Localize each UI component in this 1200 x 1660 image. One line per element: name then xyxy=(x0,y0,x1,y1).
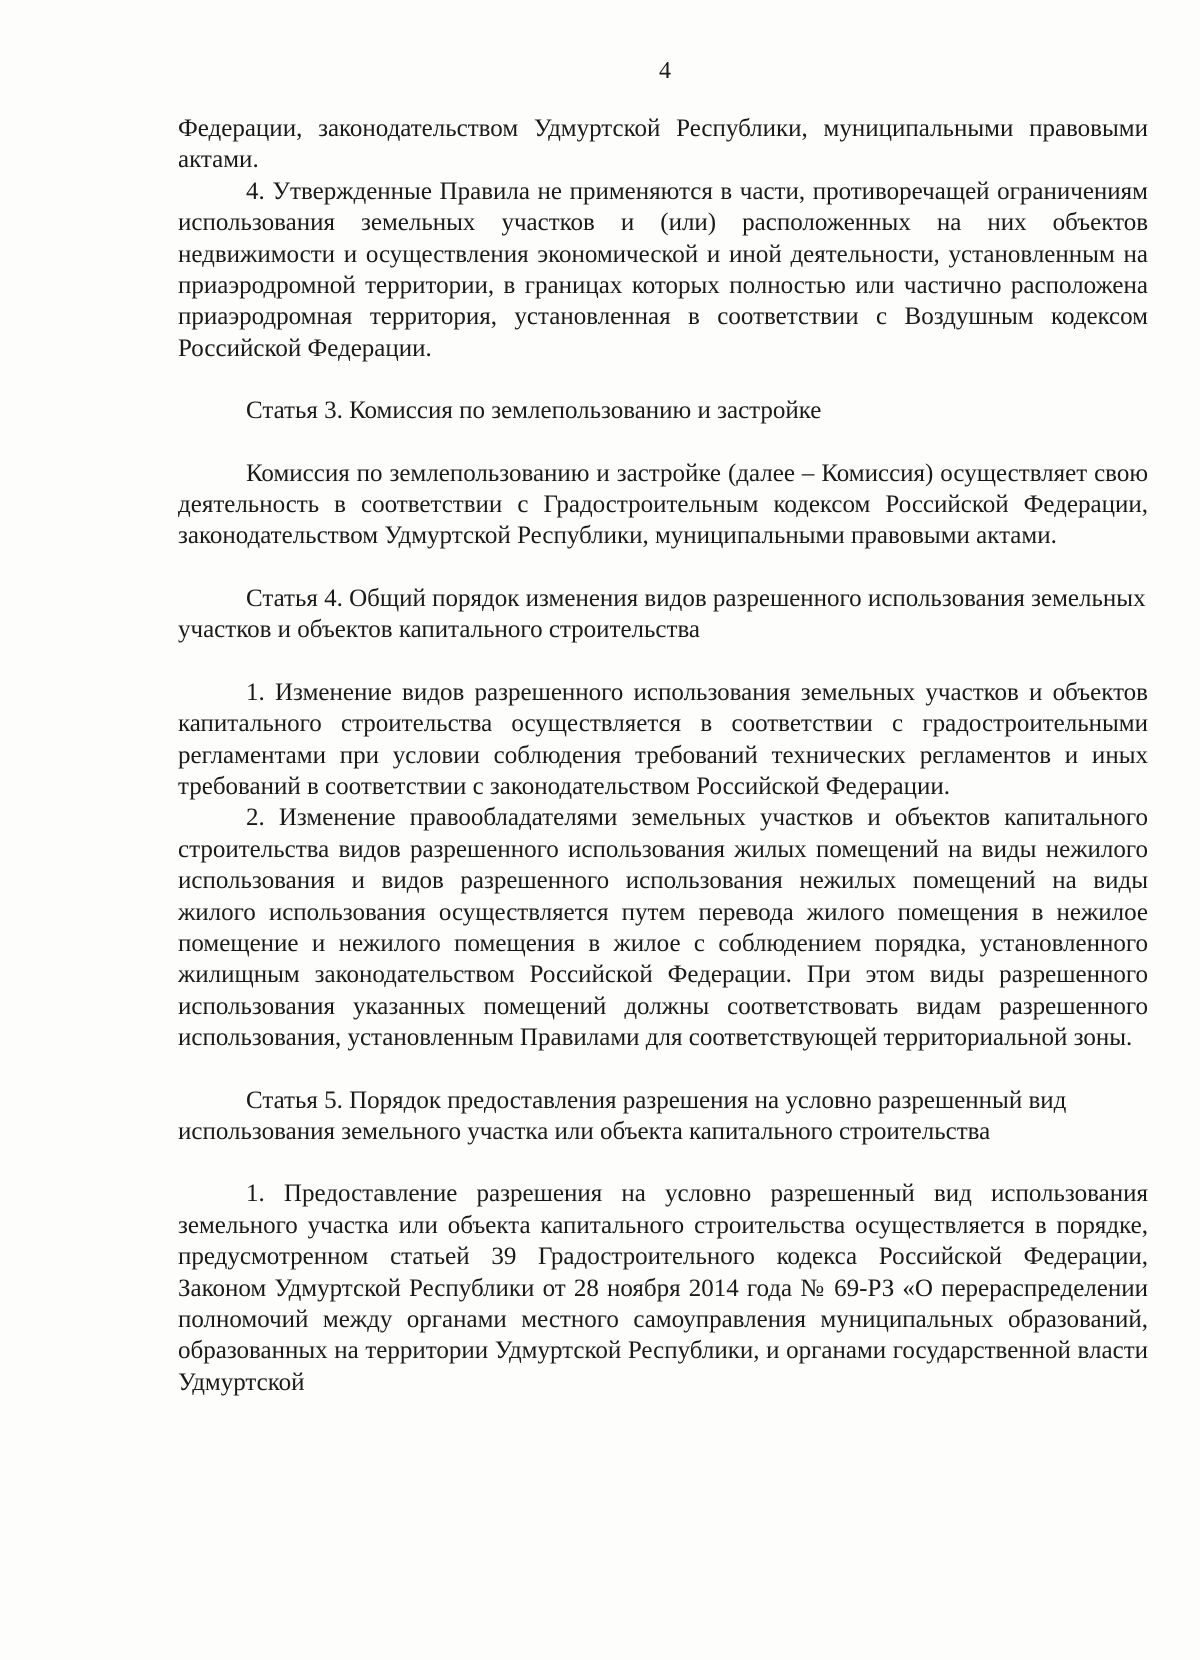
article-4-item-1: 1. Изменение видов разрешенного использования земельных участков и объектов капитального строительства осуществляется в соответствии с градостроительными регламентами при условии соблюдения требований технических регламентов и иных требований в соответствии с законодательством Российской Федерации. xyxy=(178,678,1148,800)
article-4-heading: Статья 4. Общий порядок изменения видов разрешенного использования земельных участков и объектов капитального строительства xyxy=(178,584,1146,644)
spacer xyxy=(178,1054,1148,1085)
spacer xyxy=(178,364,1148,395)
spacer xyxy=(178,427,1148,458)
article-3-heading: Статья 3. Комиссия по землепользованию и застройке xyxy=(246,397,822,425)
article-5-heading: Статья 5. Порядок предоставления разрешения на условно разрешенный вид использования земельного участка или объекта капитального строительства xyxy=(178,1086,1067,1145)
spacer xyxy=(178,552,1148,583)
article-3-paragraph: Комиссия по землепользованию и застройке (далее – Комиссия) осуществляет свою деятельность в соответствии с Градостроительным кодексом Российской Федерации, законодательством Удмуртской Республики, муниципальными правовыми актами. xyxy=(178,459,1148,550)
article-5-item-1: 1. Предоставление разрешения на условно разрешенный вид использования земельного участка или объекта капитального строительства осуществляется в порядке, предусмотренном статьей 39 Градостроительного кодекса Российской Федерации, Законом Удмуртской Республики от 28 ноября 2014 года № 69-РЗ «О перераспределении полномочий между органами местного самоуправления муниципальных образований, образованных на территории Удмуртской Республики, и органами государственной власти Удмуртской xyxy=(178,1180,1148,1396)
document-body xyxy=(178,113,1148,1398)
article-4-item-2: 2. Изменение правообладателями земельных участков и объектов капитального строительства видов разрешенного использования жилых помещений на виды нежилого использования и видов разрешенного использования нежилых помещений на виды жилого использования осуществляется путем перевода жилого помещения в нежилое помещение и нежилого помещения в жилое с соблюдением порядка, установленного жилищным законодательством Российской Федерации. При этом виды разрешенного использования указанных помещений должны соответствовать видам разрешенного использования, установленным Правилами для соответствующей территориальной зоны. xyxy=(178,804,1148,1052)
spacer xyxy=(178,646,1148,677)
paragraph-continuation: Федерации, законодательством Удмуртской Республики, муниципальными правовыми актами. xyxy=(178,115,1148,174)
page-number: 4 xyxy=(659,58,671,84)
paragraph-item-4: 4. Утвержденные Правила не применяются в части, противоречащей ограничениям использования земельных участков и (или) расположенных на них объектов недвижимости и осуществления экономической и иной деятельности, установленным на приаэродромной территории, в границах которых полностью или частично расположена приаэродромная территория, установленная в соответствии с Воздушным кодексом Российской Федерации. xyxy=(178,177,1148,362)
spacer xyxy=(178,1147,1148,1178)
